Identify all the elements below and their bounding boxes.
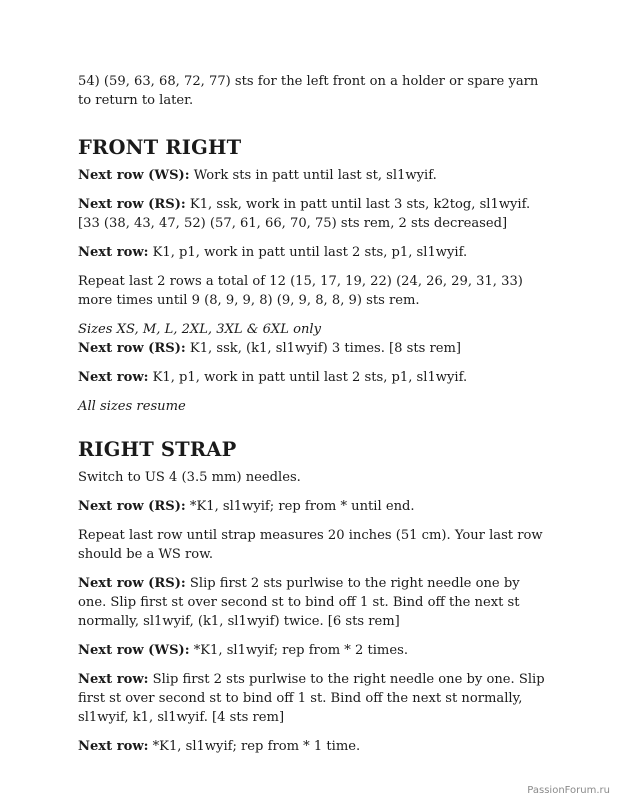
row-label: Next row:	[78, 739, 149, 754]
front-right-heading: FRONT RIGHT	[78, 136, 242, 159]
right-strap-row-1	[78, 497, 548, 516]
sizes-note-text: Sizes XS, M, L, 2XL, 3XL & 6XL only	[78, 322, 321, 337]
row-label: Next row (RS):	[78, 576, 186, 591]
row-text: Work sts in patt until last st, sl1wyif.	[189, 168, 437, 183]
row-label: Next row (RS):	[78, 197, 186, 212]
row-label: Next row:	[78, 245, 149, 260]
row-text: K1, p1, work in patt until last 2 sts, p1, sl1wyif.	[148, 245, 468, 260]
switch-needles-text: Switch to US 4 (3.5 mm) needles.	[78, 470, 301, 485]
sizes-note	[78, 320, 548, 339]
row-label: Next row:	[78, 672, 149, 687]
pattern-page	[78, 72, 548, 766]
row-label: Next row (WS):	[78, 168, 190, 183]
row-text: Slip first 2 sts purlwise to the right needle one by one. Slip first st over second st to bind off 1 st. Bind off the next st normally, sl1wyif, k1, sl1wyif. [4 sts rem]	[78, 672, 545, 725]
intro-paragraph: 54) (59, 63, 68, 72, 77) sts for the left front on a holder or spare yarn to return to later.	[78, 74, 539, 108]
row-label: Next row (WS):	[78, 643, 190, 658]
row-text: *K1, sl1wyif; rep from * 1 time.	[148, 739, 361, 754]
row-label: Next row (RS):	[78, 499, 186, 514]
right-strap-row-4	[78, 670, 548, 727]
resume-note-text: All sizes resume	[78, 399, 186, 414]
row-text: *K1, sl1wyif; rep from * 2 times.	[189, 643, 408, 658]
right-strap-row-2	[78, 574, 548, 631]
row-text: K1, ssk, (k1, sl1wyif) 3 times. [8 sts rem]	[185, 341, 462, 356]
front-right-row-4	[78, 339, 548, 358]
row-text: Slip first 2 sts purlwise to the right needle one by one. Slip first st over second st to bind off 1 st. Bind off the next st normally, sl1wyif, (k1, sl1wyif) twice. [6 sts rem]	[78, 576, 520, 629]
front-right-row-1	[78, 166, 548, 185]
watermark: PassionForum.ru	[527, 785, 610, 796]
front-right-row-3	[78, 243, 548, 262]
front-right-repeat: Repeat last 2 rows a total of 12 (15, 17, 19, 22) (24, 26, 29, 31, 33) more times until 9 (8, 9, 9, 8) (9, 9, 8, 8, 9) sts rem.	[78, 274, 523, 308]
row-label: Next row (RS):	[78, 341, 186, 356]
right-strap-heading: RIGHT STRAP	[78, 438, 237, 461]
front-right-row-5	[78, 368, 548, 387]
row-text: *K1, sl1wyif; rep from * until end.	[185, 499, 415, 514]
resume-note	[78, 397, 548, 416]
right-strap-repeat: Repeat last row until strap measures 20 inches (51 cm). Your last row should be a WS row.	[78, 528, 543, 562]
right-strap-row-3	[78, 641, 548, 660]
right-strap-row-5	[78, 737, 548, 756]
row-label: Next row:	[78, 370, 149, 385]
row-text: K1, p1, work in patt until last 2 sts, p1, sl1wyif.	[148, 370, 468, 385]
front-right-row-2	[78, 195, 548, 233]
row-text: K1, ssk, work in patt until last 3 sts, k2tog, sl1wyif. [33 (38, 43, 47, 52) (57, 61, 66, 70, 75) sts rem, 2 sts decreased]	[78, 197, 531, 231]
